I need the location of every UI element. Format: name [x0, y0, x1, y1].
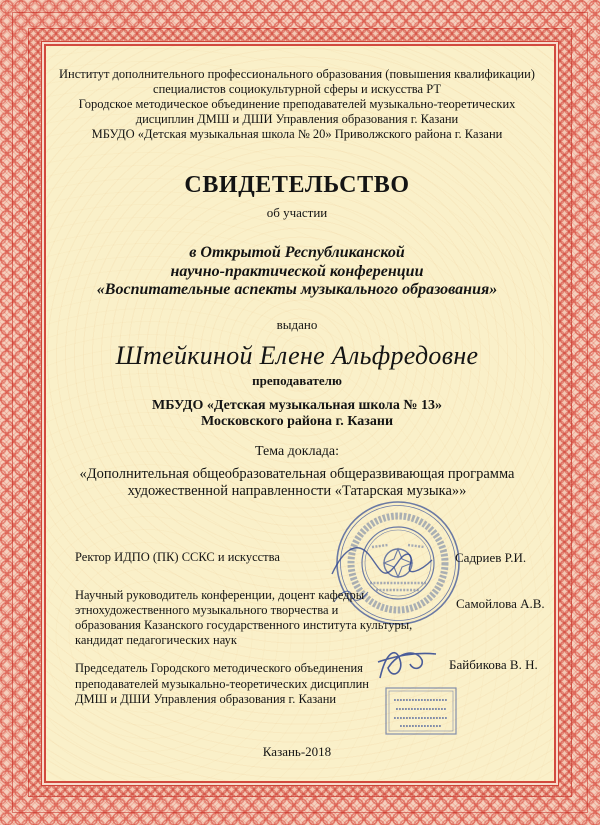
event-line: научно-практической конференции: [170, 262, 424, 280]
header-line: Институт дополнительного профессионального образования (повышения квалификации): [59, 67, 535, 81]
signature-baybikova: [378, 653, 436, 678]
recipient-position: преподавателю: [252, 373, 342, 388]
report-line: «Дополнительная общеобразовательная общеразвивающая программа: [79, 466, 515, 482]
city-year: Казань-2018: [262, 744, 332, 759]
signature-sadriev: [332, 548, 432, 574]
rectangular-stamp: [386, 688, 456, 734]
signatory-title-line: образования Казанского государственного института культуры,: [75, 618, 413, 632]
signatory-title-line: преподавателей музыкально-теоретических дисциплин: [75, 676, 369, 691]
organization-line: Московского района г. Казани: [200, 414, 394, 429]
issued-label: выдано: [276, 317, 318, 332]
signatory-title-line: Научный руководитель конференции, доцент кафедры: [75, 588, 365, 602]
recipient-name: Штейкиной Елене Альфредовне: [115, 341, 479, 370]
event-line: в Открытой Республиканской: [189, 244, 405, 261]
signatory-title-line: ДМШ и ДШИ Управления образования г. Казани: [75, 692, 337, 706]
header-line: Городское методическое объединение преподавателей музыкально-теоретических: [78, 97, 516, 111]
signatory-title-line: кандидат педагогических наук: [75, 633, 237, 647]
organization-line: МБУДО «Детская музыкальная школа № 13»: [152, 398, 442, 413]
header-line: специалистов социокультурной сферы и искусства РТ: [153, 82, 441, 96]
signatory-name: Самойлова А.В.: [456, 596, 545, 611]
certificate-subtitle: об участии: [266, 205, 328, 220]
signatory-name: Садриев Р.И.: [455, 550, 527, 565]
rect-stamp-frame: [386, 688, 456, 734]
signatory-title-line: Ректор ИДПО (ПК) ССКС и искусства: [75, 550, 280, 564]
signatory-name: Байбикова В. Н.: [449, 657, 538, 672]
report-line: художественной направленности «Татарская музыка»»: [127, 483, 467, 499]
header-line: дисциплин ДМШ и ДШИ Управления образования г. Казани: [135, 112, 459, 126]
rect-stamp-lettering: [394, 700, 448, 726]
header-line: МБУДО «Детская музыкальная школа № 20» Приволжского района г. Казани: [91, 127, 503, 141]
certificate-title: СВИДЕТЕЛЬСТВО: [184, 172, 410, 198]
report-label: Тема доклада:: [254, 444, 340, 459]
signatory-title-line: Председатель Городского методического объединения: [75, 661, 363, 675]
event-line: «Воспитательные аспекты музыкального образования»: [96, 281, 498, 298]
signatory-title-line: этнохудожественного музыкального творчества и: [75, 603, 339, 617]
